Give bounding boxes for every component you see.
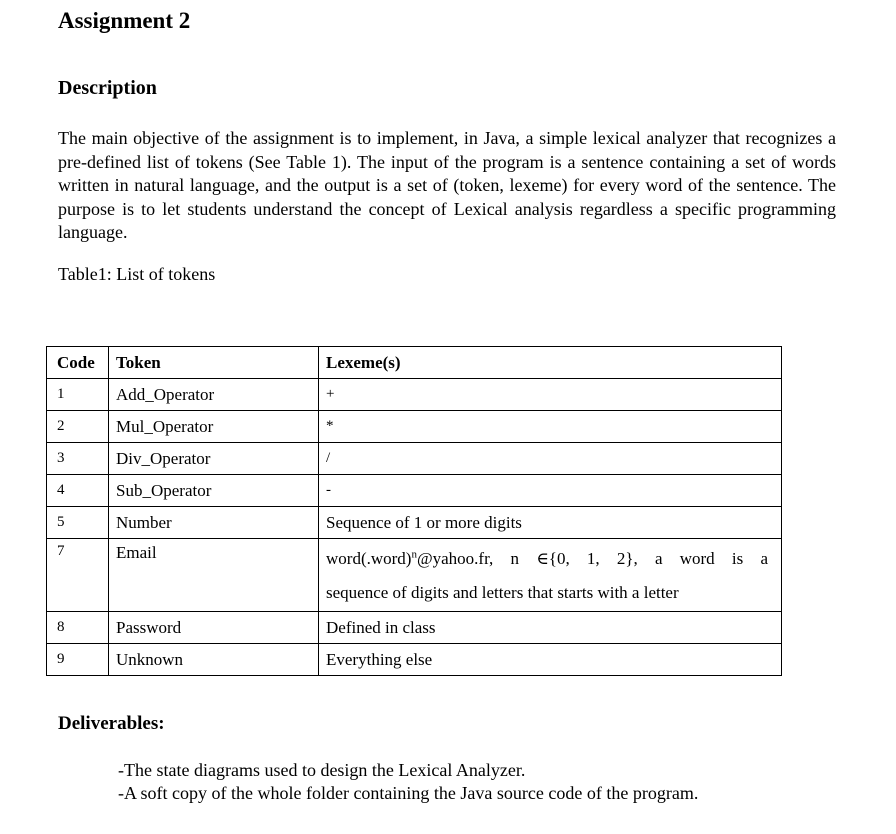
row-lexeme: / [319, 443, 782, 475]
row-code: 7 [47, 539, 109, 612]
table-row [47, 612, 782, 644]
row-token: Unknown [109, 644, 319, 676]
row-lexeme: * [319, 411, 782, 443]
table-row [47, 411, 782, 443]
table-row [47, 379, 782, 411]
table-row [47, 475, 782, 507]
list-item: -A soft copy of the whole folder containing the Java source code of the program. [118, 783, 699, 803]
table-row [47, 443, 782, 475]
description-heading: Description [58, 77, 157, 99]
table-row [47, 507, 782, 539]
table-caption: Table1: List of tokens [58, 264, 216, 284]
table-header-row [47, 347, 782, 379]
header-token: Token [109, 347, 319, 379]
row-lexeme: Sequence of 1 or more digits [319, 507, 782, 539]
row-code: 1 [47, 379, 109, 411]
header-code: Code [47, 347, 109, 379]
assignment-title: Assignment 2 [58, 8, 191, 33]
row-token: Email [109, 539, 319, 612]
superscript-n: n [411, 548, 417, 561]
row-code: 9 [47, 644, 109, 676]
row-code: 4 [47, 475, 109, 507]
list-item: -The state diagrams used to design the Lexical Analyzer. [118, 760, 526, 780]
row-token: Password [109, 612, 319, 644]
row-lexeme [319, 539, 782, 612]
header-lexeme: Lexeme(s) [319, 347, 782, 379]
table-row [47, 644, 782, 676]
tokens-table [46, 346, 782, 676]
email-lexeme-line-2: sequence of digits and letters that starts with a letter [326, 583, 679, 602]
row-token: Div_Operator [109, 443, 319, 475]
row-code: 2 [47, 411, 109, 443]
description-paragraph: The main objective of the assignment is to implement, in Java, a simple lexical analyzer that recognizes a pre-defined list of tokens (See Table 1). The input of the program is a sentence containing a set of words written in natural language, and the output is a set of (token, lexeme) for every word of the sentence. The purpose is to let students understand the concept of Lexical analysis regardless a specific programming language. [58, 128, 836, 242]
row-lexeme: Everything else [319, 644, 782, 676]
row-token: Sub_Operator [109, 475, 319, 507]
row-lexeme: + [319, 379, 782, 411]
row-lexeme: - [319, 475, 782, 507]
deliverables-list [118, 759, 698, 805]
row-code: 3 [47, 443, 109, 475]
table-row [47, 539, 782, 612]
row-token: Mul_Operator [109, 411, 319, 443]
deliverables-heading: Deliverables: [58, 713, 165, 734]
row-code: 8 [47, 612, 109, 644]
row-code: 5 [47, 507, 109, 539]
row-lexeme: Defined in class [319, 612, 782, 644]
email-lexeme-line-1: word(.word)$^n$@yahoo.fr, n ∈{0, 1, 2}, a word is a [326, 548, 768, 568]
row-token: Add_Operator [109, 379, 319, 411]
row-token: Number [109, 507, 319, 539]
